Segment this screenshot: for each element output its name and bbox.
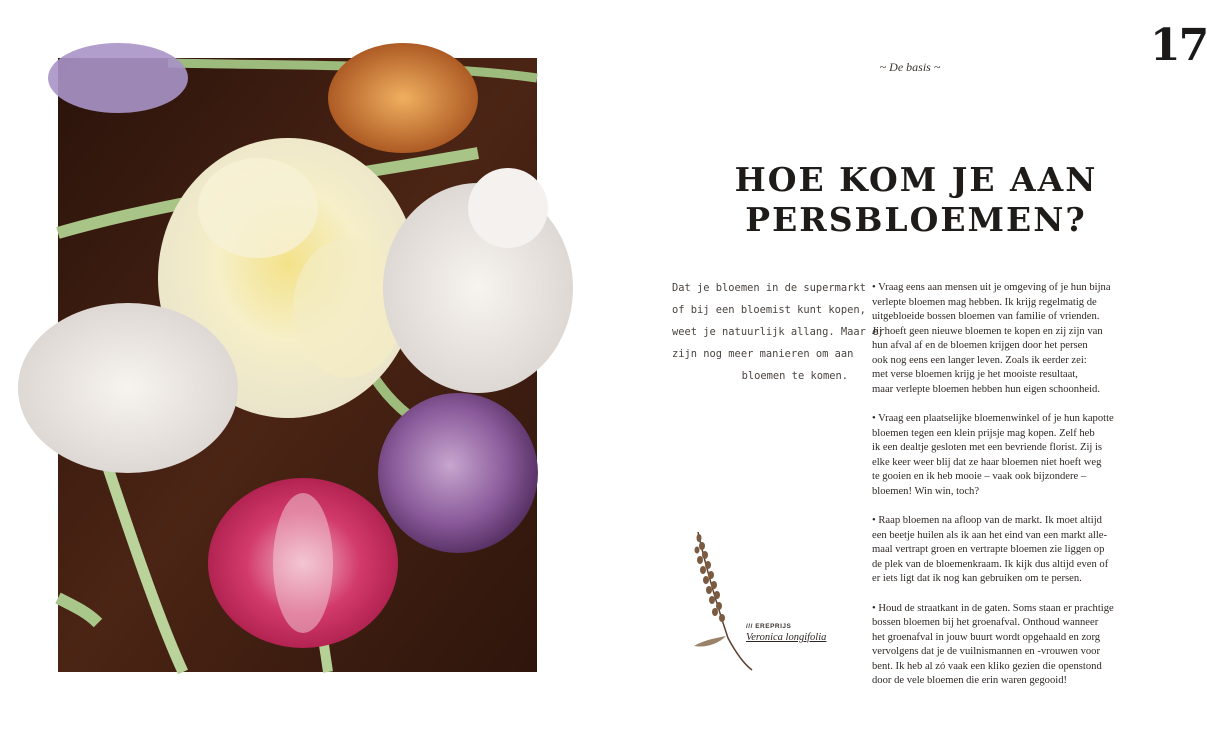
text-line: maar verlepte bloemen hebben hun eigen schoonheid. <box>872 383 1100 395</box>
text-line: verlepte bloemen mag hebben. Ik krijg regelmatig de <box>872 296 1097 308</box>
text-line: • Vraag eens aan mensen uit je omgeving of je hun bijna <box>872 282 1111 293</box>
bullet-paragraph <box>872 412 1142 499</box>
specimen-label: /// EREPRIJS <box>746 623 792 630</box>
text-line: ook nog eens een langer leven. Zoals ik eerder zei: <box>872 354 1087 366</box>
text-line: bent. Ik heb al zó vaak een kliko gezien die openstond <box>872 660 1102 672</box>
page-title <box>700 160 1132 240</box>
text-line: de plek van de bloemenkraam. Ik kijk dus altijd even of <box>872 558 1109 570</box>
intro-line: Dat je bloemen in de supermarkt <box>672 282 866 294</box>
text-line: er iets ligt dat ik nog kan gebruiken om te persen. <box>872 573 1082 584</box>
section-label: ~ De basis ~ <box>879 60 941 74</box>
text-line: bloemen! Win win, toch? <box>872 485 980 497</box>
text-line: • Vraag een plaatselijke bloemenwinkel of je hun kapotte <box>872 413 1114 424</box>
text-line: uitgebloeide bossen bloemen van familie of vrienden. <box>872 311 1100 322</box>
intro-text <box>672 277 885 387</box>
text-line: Jij hoeft geen nieuwe bloemen te kopen en zij zijn van <box>872 325 1103 337</box>
text-line: • Houd de straatkant in de gaten. Soms staan er prachtige <box>872 602 1114 614</box>
text-line: bossen bloemen bij het groenafval. Onthoud wanneer <box>872 617 1099 628</box>
pressed-speedwell-illustration <box>688 528 758 672</box>
bullet-paragraph <box>872 602 1142 689</box>
text-line: te gooien en ik heb mooie – vaak ook bijzondere – <box>872 471 1087 482</box>
specimen-name: Veronica longifolia <box>746 632 827 643</box>
text-line: een beetje huilen als ik aan het eind van een markt alle- <box>872 529 1108 541</box>
text-line: het groenafval in jouw buurt wordt opgehaald en zorg <box>872 631 1101 643</box>
intro-line: zijn nog meer manieren om aan <box>672 348 854 360</box>
bullet-paragraph <box>872 514 1142 587</box>
text-line: elke keer weer blij dat ze haar bloemen niet hoeft weg <box>872 456 1102 468</box>
title-line-2: PERSBLOEMEN? <box>745 200 1087 239</box>
body-text <box>872 281 1142 704</box>
text-line: • Raap bloemen na afloop van de markt. Ik moet altijd <box>872 515 1102 526</box>
intro-line: weet je natuurlijk allang. Maar er <box>672 326 885 338</box>
text-line: door de vele bloemen die erin waren gegooid! <box>872 675 1068 686</box>
text-line: hun afval af en de bloemen krijgen door het persen <box>872 340 1088 351</box>
text-line: bloemen tegen een klein prijsje mag kopen. Zelf heb <box>872 427 1095 439</box>
text-line: maal vertrapt groen en vertrapte bloemen zie liggen op <box>872 544 1105 555</box>
text-line: ik een dealtje gesloten met een bevriende florist. Zij is <box>872 442 1103 453</box>
bullet-paragraph <box>872 281 1142 397</box>
flowers-photo <box>58 58 537 672</box>
intro-line: of bij een bloemist kunt kopen, <box>672 304 866 316</box>
text-line: vervolgens dat je de vuilnismannen en -vrouwen voor <box>872 646 1100 657</box>
page-number: 17 <box>1150 20 1207 71</box>
title-line-1: HOE KOM JE AAN <box>734 160 1098 199</box>
intro-line: bloemen te komen. <box>741 370 848 382</box>
text-line: met verse bloemen krijg je het mooiste resultaat, <box>872 369 1078 380</box>
